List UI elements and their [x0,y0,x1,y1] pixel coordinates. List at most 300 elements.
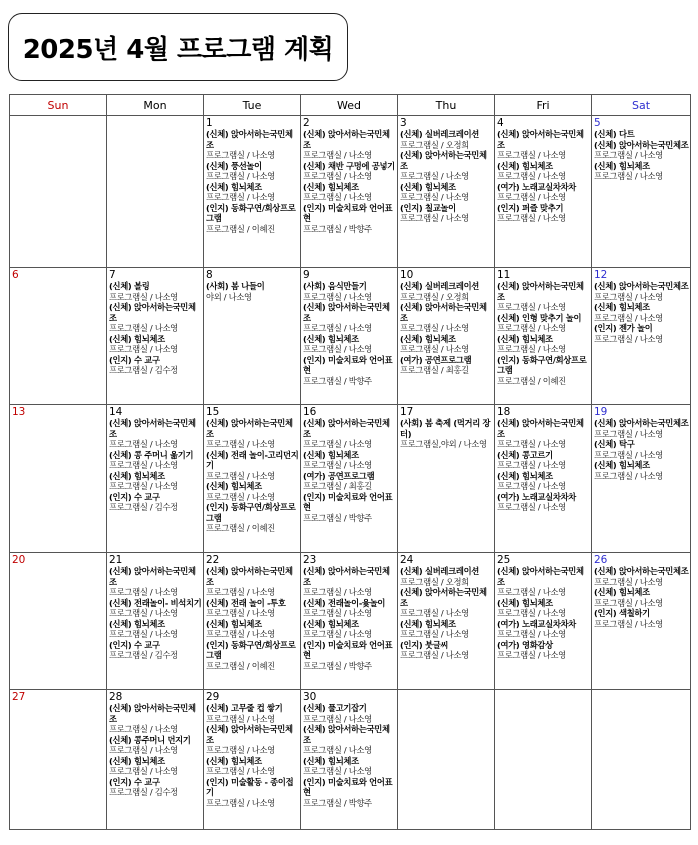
program-place: 프로그램실 / 나소영 [497,502,566,512]
program-item [594,608,689,629]
program-item [303,182,396,203]
program-place: 프로그램실 / 나소영 [109,323,178,333]
program-item [109,703,202,735]
program-name: (인지) 수 교구 [109,354,160,365]
day-number: 21 [109,554,123,566]
program-name: (신체) 앉아서하는국민체조 [497,566,584,587]
program-name: (인지) 동화구연/회상프로그램 [206,502,296,523]
program-place: 프로그램실 / 나소영 [497,439,566,449]
weekday-header-fri: Fri [495,95,592,116]
program-name: (사회) 봄 축제 (먹거리 장터) [400,418,491,439]
program-item [400,129,493,150]
program-place: 프로그램실 / 김수정 [109,502,178,512]
program-name: (신체) 힘뇌체조 [109,333,165,344]
weekday-header-sun: Sun [10,95,107,116]
program-name: (인지) 미술치료와 언어표현 [303,639,393,660]
day-cell [10,405,107,553]
day-cell [301,116,398,268]
day-cell [398,690,495,830]
program-place: 프로그램실 / 나소영 [206,171,275,181]
program-place: 프로그램실 / 나소영 [400,192,469,202]
program-item [594,140,689,161]
program-item [303,703,396,724]
day-number: 26 [594,554,608,566]
program-place: 프로그램실 / 나소영 [497,460,566,470]
program-name: (신체) 힘뇌체조 [303,449,359,460]
program-name: (사회) 음식만들기 [303,281,367,291]
program-place: 프로그램실 / 나소영 [594,470,663,481]
day-number: 17 [400,406,414,418]
program-place: 프로그램실 / 박향주 [303,797,372,808]
program-name: (신체) 앉아서하는국민체조 [303,302,390,323]
program-item [303,334,396,355]
program-item [303,355,396,387]
program-item [303,129,396,161]
day-number: 20 [12,554,26,566]
program-name: (신체) 앉아서하는국민체조 [497,281,584,302]
program-item [109,355,202,376]
program-place: 프로그램실 / 나소영 [303,344,372,354]
program-name: (인지) 색칠하기 [594,608,650,618]
program-place: 프로그램실 / 나소영 [497,323,566,333]
program-name: (신체) 힘뇌체조 [594,587,650,597]
program-place: 프로그램실 / 이혜진 [206,660,275,671]
program-name: (인지) 퍼즐 맞추기 [497,202,564,213]
program-item [594,161,689,182]
day-number: 5 [594,117,601,129]
program-name: (신체) 앉아서하는국민체조 [303,724,390,745]
day-cell [495,405,592,553]
program-item [303,492,396,524]
day-cell [592,690,691,830]
program-item [400,334,493,355]
program-name: (여가) 공연프로그램 [400,354,472,365]
program-name: (신체) 힘뇌체조 [594,302,650,312]
day-number: 16 [303,406,317,418]
program-item [109,450,202,471]
day-number: 23 [303,554,317,566]
day-number: 15 [206,406,220,418]
day-cell [592,268,691,405]
program-place: 프로그램실 / 나소영 [206,797,275,808]
day-number: 30 [303,691,317,703]
program-name: (여가) 노래교실차차차 [497,491,577,502]
program-item [206,129,299,161]
program-place: 프로그램실 / 박향주 [303,223,372,234]
day-cell [398,553,495,690]
program-item [206,281,299,302]
program-name: (신체) 앉아서하는국민체조 [594,139,689,150]
program-place: 프로그램실 / 나소영 [109,766,178,776]
program-item [594,587,689,608]
program-place: 프로그램실 / 나소영 [497,481,566,491]
program-name: (사회) 봄 나들이 [206,281,265,291]
program-name: (신체) 앉아서하는국민체조 [109,302,196,323]
program-item [109,566,202,598]
program-place: 프로그램실 / 나소영 [594,449,663,460]
program-place: 프로그램실 / 나소영 [400,323,469,333]
program-item [303,640,396,672]
program-place: 프로그램실 / 나소영 [206,745,275,755]
program-name: (신체) 다트 [594,129,635,139]
day-number: 11 [497,269,511,281]
program-name: (인지) 동화구연/회상프로그램 [497,354,587,375]
program-item [497,281,590,313]
program-place: 프로그램실 / 박향주 [303,660,372,671]
week-row [10,690,691,830]
program-place: 프로그램실 / 나소영 [206,470,275,481]
program-item [303,450,396,471]
program-place: 프로그램실 / 나소영 [206,491,275,502]
program-item [109,471,202,492]
program-place: 프로그램실 / 나소영 [303,323,372,333]
program-place: 프로그램실 / 나소영 [400,213,469,223]
program-item [497,598,590,619]
program-name: (신체) 힘뇌체조 [400,333,456,344]
program-item [400,355,493,376]
program-item [497,203,590,224]
program-item [206,203,299,235]
program-place: 프로그램실 / 최홍길 [400,365,469,375]
program-name: (신체) 앉아서하는국민체조 [400,587,487,608]
day-cell [592,116,691,268]
program-name: (신체) 힘뇌체조 [497,470,553,481]
program-item [303,418,396,450]
program-item [497,450,590,471]
program-name: (신체) 힘뇌체조 [400,181,456,192]
program-name: (신체) 힘뇌체조 [594,460,650,470]
program-name: (신체) 콩고르기 [497,449,553,460]
program-name: (신체) 인형 맞추기 놀이 [497,312,582,323]
program-place: 프로그램실 / 최홍길 [303,481,372,491]
program-item [497,182,590,203]
program-place: 프로그램실 / 김수정 [109,650,178,660]
program-place: 프로그램실 / 나소영 [497,150,566,160]
program-item [303,566,396,598]
program-item [497,161,590,182]
program-place: 프로그램실 / 김수정 [109,365,178,375]
program-place: 프로그램실 / 나소영 [303,171,372,181]
program-place: 프로그램실 / 이혜진 [206,223,275,234]
program-item [594,460,689,481]
program-place: 프로그램실 / 박향주 [303,375,372,386]
day-number: 10 [400,269,414,281]
day-number: 25 [497,554,511,566]
program-place: 프로그램실 / 나소영 [109,460,178,470]
program-name: (신체) 앉아서하는국민체조 [400,150,487,171]
day-cell [592,553,691,690]
program-item [109,756,202,777]
program-name: (신체) 앉아서하는국민체조 [206,418,293,439]
program-item [400,587,493,619]
program-name: (인지) 칠교놀이 [400,202,456,213]
program-item [497,129,590,161]
program-name: (여가) 영화감상 [497,639,553,650]
program-item [400,418,493,450]
program-name: (신체) 앉아서하는국민체조 [109,703,196,724]
day-number: 8 [206,269,213,281]
program-name: (신체) 앉아서하는국민체조 [303,566,390,587]
day-number: 4 [497,117,504,129]
program-place: 프로그램실 / 나소영 [497,587,566,597]
program-item [497,418,590,450]
program-item [400,566,493,587]
program-item [594,566,689,587]
program-item [109,619,202,640]
program-item [497,619,590,640]
program-name: (신체) 전래 놀이-고리던지기 [206,449,299,470]
day-cell [301,553,398,690]
program-name: (신체) 전래놀이-윷놀이 [303,597,386,608]
program-item [594,281,689,302]
program-item [109,598,202,619]
program-place: 프로그램실 / 나소영 [594,428,663,439]
day-cell [398,268,495,405]
day-cell [495,116,592,268]
program-place: 프로그램실 / 나소영 [206,713,275,724]
program-name: (신체) 힘뇌체조 [206,755,262,766]
program-name: (인지) 미술치료와 언어표현 [303,491,393,512]
day-cell [204,405,301,553]
day-cell [301,690,398,830]
program-place: 프로그램실 / 나소영 [109,629,178,639]
program-name: (신체) 힘뇌체조 [109,470,165,481]
program-name: (신체) 앉아서하는국민체조 [594,281,689,291]
program-place: 프로그램실 / 나소영 [594,312,663,323]
program-name: (신체) 앉아서하는국민체조 [109,566,196,587]
weekday-header-thu: Thu [398,95,495,116]
program-name: (신체) 풍선놀이 [206,160,262,171]
program-name: (신체) 탁구 [594,439,635,449]
program-name: (신체) 전래놀이- 비석치기 [109,597,202,608]
program-place: 프로그램실 / 나소영 [206,629,275,639]
program-item [303,161,396,182]
program-item [303,724,396,756]
program-name: (신체) 앉아서하는국민체조 [303,418,390,439]
program-name: (신체) 앉아서하는국민체조 [497,129,584,150]
program-place: 프로그램실 / 나소영 [109,587,178,597]
program-item [400,640,493,661]
program-name: (신체) 볼링 [109,281,150,291]
program-item [594,129,689,140]
day-cell [495,268,592,405]
program-place: 프로그램실 / 나소영 [303,766,372,776]
day-cell [301,405,398,553]
program-item [303,302,396,334]
program-item [303,756,396,777]
program-place: 프로그램실 / 나소영 [497,302,566,312]
program-item [206,450,299,482]
day-cell [107,405,204,553]
program-place: 프로그램실 / 나소영 [400,344,469,354]
program-item [303,471,396,492]
program-place: 프로그램실 / 나소영 [400,629,469,639]
program-item [497,566,590,598]
program-item [206,756,299,777]
program-place: 프로그램실 / 나소영 [303,608,372,618]
program-name: (신체) 실버레크레이션 [400,281,480,291]
program-name: (신체) 힘뇌체조 [109,755,165,766]
program-name: (신체) 고무줄 컵 쌓기 [206,703,283,713]
week-row [10,553,691,690]
program-place: 프로그램실 / 박향주 [303,512,372,523]
day-number: 6 [12,269,19,281]
program-place: 프로그램실 / 나소영 [303,192,372,202]
day-cell [398,116,495,268]
program-item [206,481,299,502]
program-item [206,598,299,619]
program-name: (신체) 힘뇌체조 [303,618,359,629]
program-place: 프로그램실 / 나소영 [206,150,275,160]
page-title: 2025년 4월 프로그램 계획 [22,34,334,65]
program-item [400,302,493,334]
program-name: (인지) 젠가 놀이 [594,323,653,333]
program-item [303,777,396,809]
day-number: 14 [109,406,123,418]
program-place: 프로그램실 / 나소영 [594,597,663,608]
day-cell [10,268,107,405]
weekday-header-row [10,95,691,116]
weekday-header-wed: Wed [301,95,398,116]
program-name: (신체) 힘뇌체조 [497,597,553,608]
program-item [206,703,299,724]
program-item [109,640,202,661]
weekday-header-mon: Mon [107,95,204,116]
day-number: 22 [206,554,220,566]
program-place: 프로그램실 / 나소영 [206,608,275,618]
day-cell [10,553,107,690]
program-item [497,492,590,513]
weekday-header-tue: Tue [204,95,301,116]
program-place: 프로그램실 / 나소영 [594,291,663,302]
program-name: (신체) 앉아서하는국민체조 [497,418,584,439]
program-name: (인지) 수 교구 [109,491,160,502]
program-item [109,334,202,355]
day-number: 12 [594,269,608,281]
day-cell [204,268,301,405]
program-name: (신체) 앉아서하는국민체조 [109,418,196,439]
program-place: 프로그램실 / 나소영 [303,629,372,639]
program-place: 프로그램실 / 나소영 [109,745,178,755]
day-number: 9 [303,269,310,281]
title-box [8,13,348,81]
program-name: (신체) 콩 주머니 옮기기 [109,449,194,460]
program-item [400,281,493,302]
program-name: (신체) 힘뇌체조 [400,618,456,629]
program-item [206,502,299,534]
program-item [206,566,299,598]
program-place: 프로그램실 / 나소영 [303,587,372,597]
program-name: (신체) 앉아서하는국민체조 [206,566,293,587]
program-place: 프로그램실 / 나소영 [594,333,663,344]
day-cell [301,268,398,405]
program-name: (신체) 앉아서하는국민체조 [594,418,689,428]
program-name: (신체) 앉아서하는국민체조 [594,566,689,576]
program-name: (여가) 노래교실차차차 [497,181,577,192]
program-place: 프로그램실 / 나소영 [109,724,178,734]
program-item [400,203,493,224]
program-name: (신체) 힘뇌체조 [303,333,359,344]
day-cell [107,268,204,405]
program-name: (인지) 미술치료와 언어표현 [303,202,393,223]
program-place: 프로그램실 / 나소영 [206,766,275,776]
program-place: 프로그램실 / 나소영 [206,439,275,449]
program-place: 프로그램실 / 나소영 [109,481,178,491]
program-item [497,355,590,387]
program-name: (인지) 붓글씨 [400,639,449,650]
program-name: (여가) 공연프로그램 [303,470,375,481]
program-place: 프로그램실 / 나소영 [497,629,566,639]
program-item [594,302,689,323]
program-item [109,302,202,334]
program-name: (신체) 앉아서하는국민체조 [206,129,293,150]
program-item [303,281,396,302]
program-name: (신체) 힘뇌체조 [594,160,650,171]
program-name: (여가) 노래교실차차차 [497,618,577,629]
week-row [10,268,691,405]
program-name: (인지) 수 교구 [109,776,160,787]
program-item [206,418,299,450]
program-name: (인지) 수 교구 [109,639,160,650]
program-item [109,492,202,513]
program-place: 프로그램실 / 나소영 [497,608,566,618]
program-name: (신체) 힘뇌체조 [303,181,359,192]
day-number: 7 [109,269,116,281]
program-place: 프로그램실 / 나소영 [109,608,178,618]
day-number: 27 [12,691,26,703]
program-place: 프로그램실 / 나소영 [497,171,566,181]
program-place: 프로그램실 / 나소영 [303,439,372,449]
program-place: 프로그램실 / 나소영 [303,460,372,470]
program-place: 프로그램실 / 오정희 [400,291,469,302]
program-name: (신체) 실버레크레이션 [400,566,480,576]
program-item [206,777,299,809]
program-item [594,418,689,439]
program-place: 프로그램실 / 김수정 [109,787,178,797]
program-name: (인지) 미술치료와 언어표현 [303,354,393,375]
program-item [497,334,590,355]
program-name: (신체) 콩주머니 던지기 [109,734,191,745]
day-number: 2 [303,117,310,129]
program-place: 프로그램실 / 오정희 [400,139,469,150]
program-name: (신체) 힘뇌체조 [303,755,359,766]
program-item [594,439,689,460]
program-name: (신체) 힘뇌체조 [497,333,553,344]
program-place: 프로그램실 / 나소영 [303,713,372,724]
program-name: (신체) 힘뇌체조 [206,181,262,192]
program-name: (신체) 앉아서하는국민체조 [400,302,487,323]
program-place: 프로그램실 / 나소영 [594,171,663,181]
program-place: 프로그램실 / 나소영 [497,213,566,223]
program-item [400,150,493,182]
program-name: (인지) 동화구연/회상프로그램 [206,639,296,660]
program-item [303,619,396,640]
day-cell [204,116,301,268]
day-cell [592,405,691,553]
program-item [206,640,299,672]
program-place: 프로그램실 / 나소영 [594,150,663,160]
program-name: (인지) 미술활동 - 종이접기 [206,776,294,797]
program-item [206,182,299,203]
program-name: (신체) 채반 구멍에 공넣기 [303,160,395,171]
program-name: (신체) 앉아서하는국민체조 [303,129,390,150]
program-place: 프로그램실 / 나소영 [497,344,566,354]
day-number: 13 [12,406,26,418]
day-number: 29 [206,691,220,703]
program-place: 프로그램실 / 이혜진 [497,375,566,386]
program-name: (신체) 힘뇌체조 [109,618,165,629]
program-place: 프로그램실 / 나소영 [109,439,178,449]
